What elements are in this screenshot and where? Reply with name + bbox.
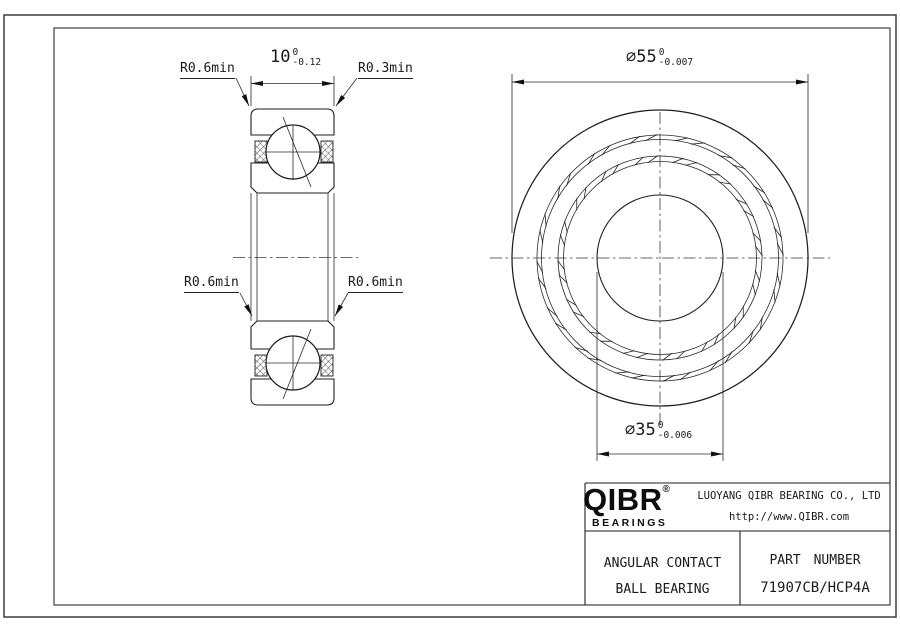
od-value: ∅55: [626, 47, 657, 67]
logo-wordmark: QIBR: [583, 482, 663, 517]
drawing-borders: [4, 15, 896, 617]
width-dimension: [270, 47, 321, 69]
registered-trademark-icon: ®: [662, 484, 670, 495]
bore-tol-upper: 0: [657, 420, 664, 431]
company-logo: [583, 484, 670, 515]
bore-tolerance: [658, 420, 692, 442]
front-view: [490, 110, 830, 427]
bore-value: ∅35: [625, 420, 656, 440]
od-tol-upper: 0: [658, 47, 665, 58]
product-name-line2: BALL BEARING: [615, 582, 710, 597]
outer-diameter-dimension: [626, 47, 693, 69]
radius-label-top-right: R0.3min: [358, 62, 413, 79]
company-website: http://www.QIBR.com: [728, 511, 850, 523]
bore-diameter-dimension: [625, 420, 692, 442]
bore-tol-lower: -0.006: [657, 429, 693, 441]
od-tolerance: [659, 47, 693, 69]
radius-label-mid-right: R0.6min: [348, 276, 403, 293]
product-name-line1: ANGULAR CONTACT: [603, 556, 722, 571]
cross-section-view: [233, 109, 358, 405]
logo-subtext: BEARINGS: [592, 517, 668, 529]
width-tolerance: [292, 47, 321, 69]
width-tol-upper: 0: [292, 47, 299, 58]
width-tol-lower: -0.12: [292, 56, 322, 68]
part-number-label: PART NUMBER: [769, 553, 861, 568]
part-number-value: 71907CB/HCP4A: [760, 580, 870, 596]
od-tol-lower: -0.007: [658, 56, 694, 68]
radius-label-mid-left: R0.6min: [184, 276, 239, 293]
company-name: LUOYANG QIBR BEARING CO., LTD: [697, 490, 881, 502]
width-value: 10: [270, 47, 291, 67]
radius-label-top-left: R0.6min: [180, 62, 235, 79]
